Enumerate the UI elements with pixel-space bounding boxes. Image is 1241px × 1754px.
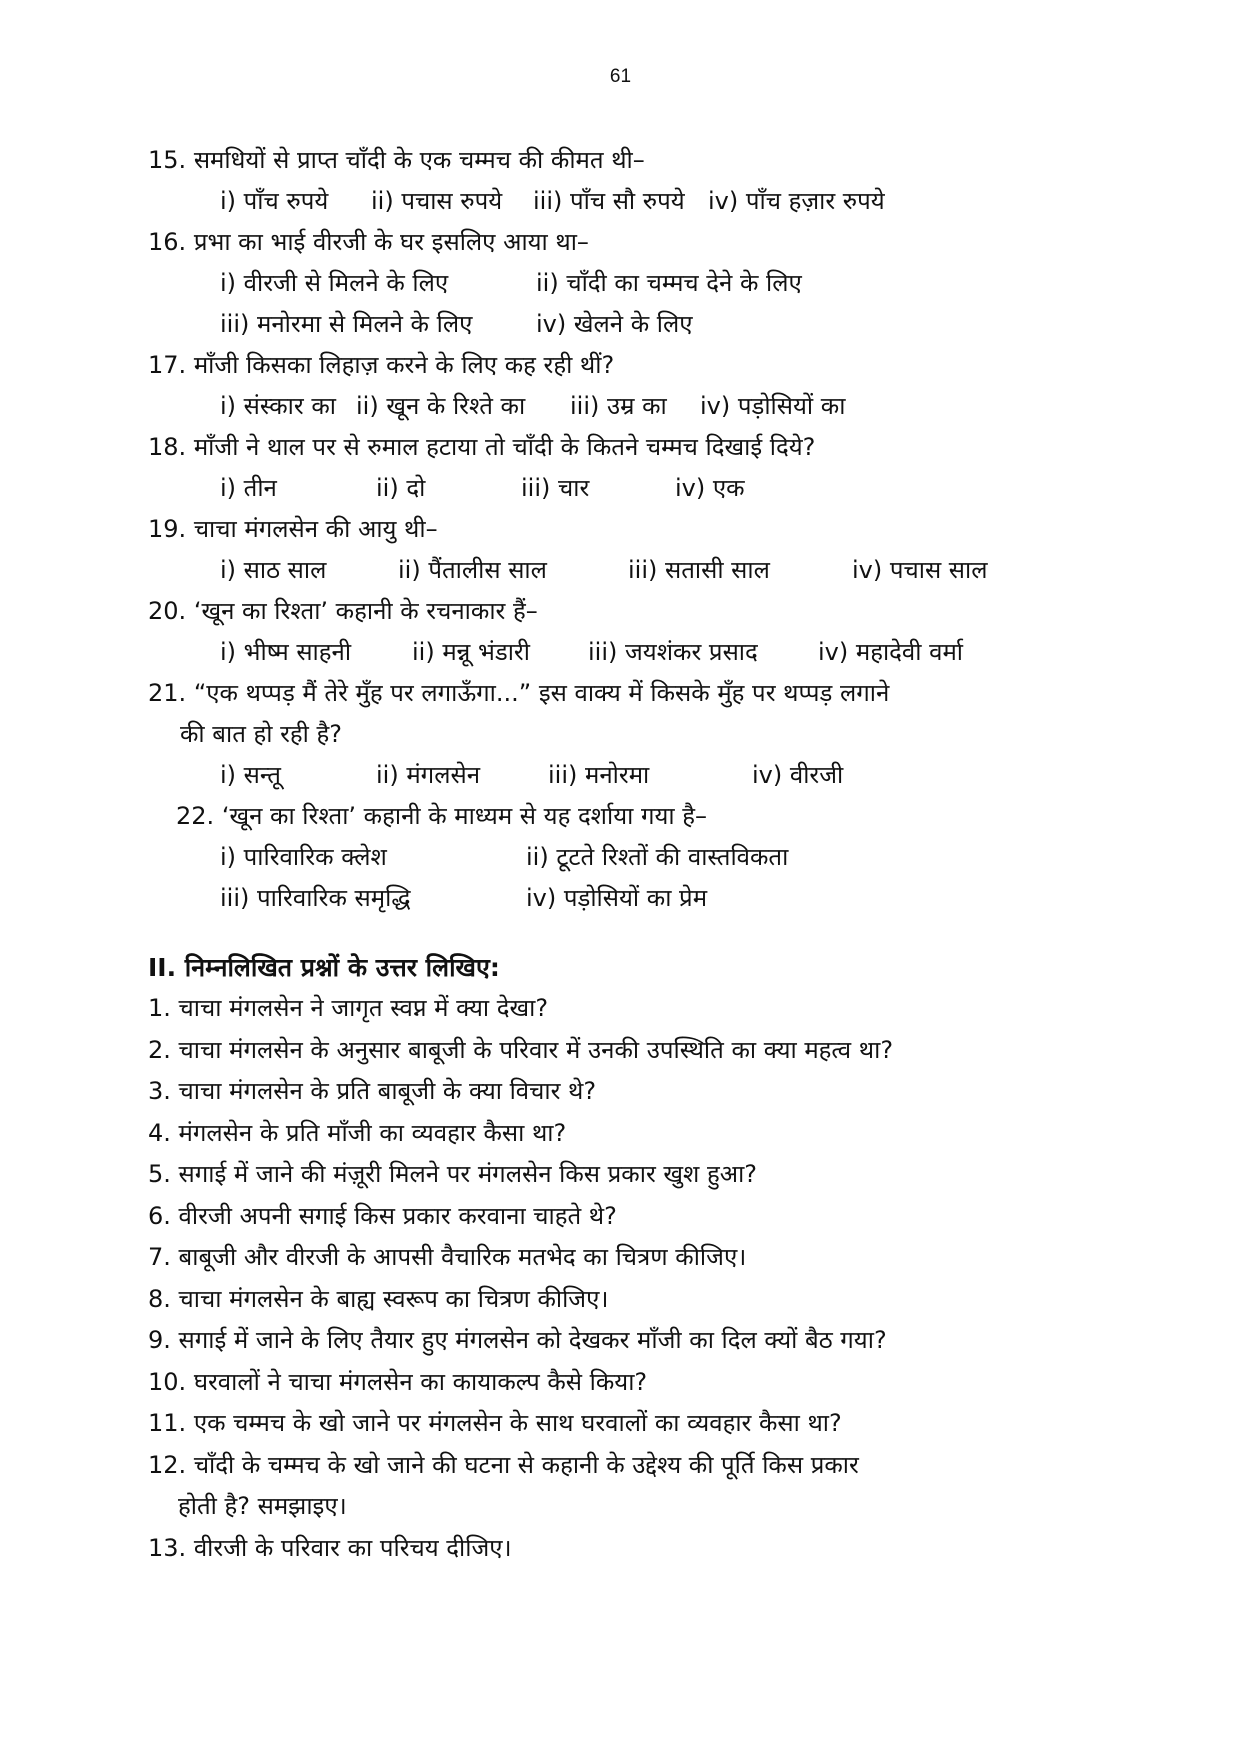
mcq-question-18 bbox=[148, 427, 1108, 509]
option-iv: iv) महादेवी वर्मा bbox=[818, 638, 964, 666]
question-number: 18. bbox=[148, 433, 187, 461]
short-answer-question-6 bbox=[148, 1196, 1108, 1238]
option-iii: iii) पाँच सौ रुपये bbox=[533, 187, 685, 215]
question-text: एक चम्मच के खो जाने पर मंगलसेन के साथ घरवालों का व्यवहार कैसा था? bbox=[193, 1409, 842, 1437]
option-iii: iii) पारिवारिक समृद्धि bbox=[220, 884, 411, 912]
options-row bbox=[148, 304, 1108, 345]
question-text: चाचा मंगलसेन के प्रति बाबूजी के क्या विचार थे? bbox=[178, 1077, 597, 1105]
options-row bbox=[148, 468, 1108, 509]
option-iv: iv) पाँच हज़ार रुपये bbox=[708, 187, 885, 215]
option-iii: iii) सतासी साल bbox=[628, 556, 770, 584]
short-answer-question-13 bbox=[148, 1528, 1108, 1570]
option-ii: ii) खून के रिश्ते का bbox=[356, 392, 526, 420]
short-answer-question-5 bbox=[148, 1154, 1108, 1196]
option-ii: ii) मंगलसेन bbox=[376, 761, 481, 789]
option-iv: iv) खेलने के लिए bbox=[536, 310, 693, 338]
question-text: बाबूजी और वीरजी के आपसी वैचारिक मतभेद का चित्रण कीजिए। bbox=[178, 1243, 747, 1271]
option-i: i) सन्तू bbox=[220, 761, 281, 789]
question-text: समधियों से प्राप्त चाँदी के एक चम्मच की कीमत थी– bbox=[193, 146, 645, 174]
question-text: सगाई में जाने के लिए तैयार हुए मंगलसेन को देखकर माँजी का दिल क्यों बैठ गया? bbox=[178, 1326, 887, 1354]
question-text: चाचा मंगलसेन की आयु थी– bbox=[193, 515, 438, 543]
page-content bbox=[148, 140, 1108, 1569]
question-number: 6. bbox=[148, 1201, 171, 1230]
question-text: सगाई में जाने की मंज़ूरी मिलने पर मंगलसेन किस प्रकार खुश हुआ? bbox=[178, 1160, 757, 1188]
option-i: i) भीष्म साहनी bbox=[220, 638, 352, 666]
question-number: 8. bbox=[148, 1284, 171, 1313]
question-text: माँजी किसका लिहाज़ करने के लिए कह रही थीं? bbox=[193, 351, 615, 379]
options-row bbox=[148, 878, 1108, 919]
section-heading: II. निम्नलिखित प्रश्नों के उत्तर लिखिए: bbox=[148, 953, 500, 982]
option-ii: ii) चाँदी का चम्मच देने के लिए bbox=[536, 269, 802, 297]
option-i: i) वीरजी से मिलने के लिए bbox=[220, 269, 449, 297]
short-answer-question-1 bbox=[148, 988, 1108, 1030]
question-text: माँजी ने थाल पर से रुमाल हटाया तो चाँदी के कितने चम्मच दिखाई दिये? bbox=[193, 433, 816, 461]
question-number: 21. bbox=[148, 679, 187, 707]
short-answer-question-9 bbox=[148, 1320, 1108, 1362]
question-text: घरवालों ने चाचा मंगलसेन का कायाकल्प कैसे किया? bbox=[193, 1367, 648, 1396]
options-row bbox=[148, 181, 1108, 222]
short-answer-question-3 bbox=[148, 1071, 1108, 1113]
option-iii: iii) उम्र का bbox=[570, 392, 667, 420]
option-i: i) तीन bbox=[220, 474, 277, 502]
question-number: 10. bbox=[148, 1367, 187, 1396]
short-answer-question-8 bbox=[148, 1279, 1108, 1321]
options-row bbox=[148, 837, 1108, 878]
option-iv: iv) पड़ोसियों का प्रेम bbox=[526, 884, 708, 912]
question-number: 3. bbox=[148, 1077, 171, 1105]
short-answer-question-12 bbox=[148, 1445, 1108, 1528]
short-answer-question-2 bbox=[148, 1030, 1108, 1072]
question-number: 7. bbox=[148, 1243, 171, 1271]
mcq-question-17 bbox=[148, 345, 1108, 427]
mcq-question-15 bbox=[148, 140, 1108, 222]
option-ii: ii) पचास रुपये bbox=[371, 187, 503, 215]
short-answer-question-10 bbox=[148, 1362, 1108, 1404]
option-iv: iv) एक bbox=[675, 474, 745, 502]
question-text: ‘खून का रिश्ता’ कहानी के रचनाकार हैं– bbox=[193, 597, 538, 625]
page-number: 61 bbox=[609, 66, 632, 87]
option-i: i) संस्कार का bbox=[220, 392, 336, 420]
option-iii: iii) मनोरमा से मिलने के लिए bbox=[220, 310, 473, 338]
question-number: 2. bbox=[148, 1035, 171, 1064]
question-text: “एक थप्पड़ मैं तेरे मुँह पर लगाऊँगा...” इस वाक्य में किसके मुँह पर थप्पड़ लगाने bbox=[193, 679, 890, 707]
question-text: वीरजी के परिवार का परिचय दीजिए। bbox=[193, 1533, 512, 1562]
options-row bbox=[148, 386, 1108, 427]
question-text: प्रभा का भाई वीरजी के घर इसलिए आया था– bbox=[193, 228, 589, 256]
question-number: 15. bbox=[148, 146, 187, 174]
mcq-question-19 bbox=[148, 509, 1108, 591]
question-number: 16. bbox=[148, 228, 187, 256]
option-i: i) पारिवारिक क्लेश bbox=[220, 843, 387, 871]
mcq-question-21 bbox=[148, 673, 1108, 796]
options-row bbox=[148, 755, 1108, 796]
option-iv: iv) वीरजी bbox=[752, 761, 844, 789]
options-row bbox=[148, 550, 1108, 591]
short-answer-question-7 bbox=[148, 1237, 1108, 1279]
question-number: 13. bbox=[148, 1533, 187, 1562]
question-number: 19. bbox=[148, 515, 187, 543]
question-number: 4. bbox=[148, 1118, 171, 1147]
question-text: वीरजी अपनी सगाई किस प्रकार करवाना चाहते थे? bbox=[178, 1201, 617, 1230]
question-number: 12. bbox=[148, 1450, 187, 1479]
question-text: मंगलसेन के प्रति माँजी का व्यवहार कैसा था? bbox=[178, 1118, 567, 1147]
options-row bbox=[148, 632, 1108, 673]
option-ii: ii) मन्नू भंडारी bbox=[412, 638, 530, 666]
option-ii: ii) दो bbox=[376, 474, 426, 502]
option-iii: iii) मनोरमा bbox=[548, 761, 650, 789]
options-row bbox=[148, 263, 1108, 304]
question-text: चाचा मंगलसेन ने जागृत स्वप्न में क्या देखा? bbox=[178, 994, 549, 1022]
mcq-question-20 bbox=[148, 591, 1108, 673]
question-number: 11. bbox=[148, 1409, 187, 1437]
question-text: ‘खून का रिश्ता’ कहानी के माध्यम से यह दर्शाया गया है– bbox=[221, 802, 708, 830]
option-ii: ii) पैंतालीस साल bbox=[398, 556, 547, 584]
question-text: चाँदी के चम्मच के खो जाने की घटना से कहानी के उद्देश्य की पूर्ति किस प्रकार bbox=[193, 1450, 859, 1479]
option-ii: ii) टूटते रिश्तों की वास्तविकता bbox=[526, 843, 789, 871]
short-answer-question-11 bbox=[148, 1403, 1108, 1445]
option-i: i) पाँच रुपये bbox=[220, 187, 329, 215]
question-number: 22. bbox=[176, 802, 215, 830]
option-iii: iii) जयशंकर प्रसाद bbox=[588, 638, 758, 666]
mcq-question-22 bbox=[148, 796, 1108, 919]
question-number: 9. bbox=[148, 1326, 171, 1354]
question-text-continued: की बात हो रही है? bbox=[180, 720, 342, 748]
question-number: 17. bbox=[148, 351, 187, 379]
option-iv: iv) पड़ोसियों का bbox=[700, 392, 846, 420]
short-answer-question-4 bbox=[148, 1113, 1108, 1155]
question-text-continued: होती है? समझाइए। bbox=[178, 1492, 347, 1520]
question-number: 1. bbox=[148, 994, 171, 1022]
mcq-question-16 bbox=[148, 222, 1108, 345]
question-text: चाचा मंगलसेन के अनुसार बाबूजी के परिवार में उनकी उपस्थिति का क्या महत्व था? bbox=[178, 1035, 894, 1064]
option-iv: iv) पचास साल bbox=[852, 556, 988, 584]
question-number: 20. bbox=[148, 597, 187, 625]
option-iii: iii) चार bbox=[521, 474, 590, 502]
option-i: i) साठ साल bbox=[220, 556, 327, 584]
question-text: चाचा मंगलसेन के बाह्य स्वरूप का चित्रण कीजिए। bbox=[178, 1284, 609, 1313]
question-number: 5. bbox=[148, 1160, 171, 1188]
